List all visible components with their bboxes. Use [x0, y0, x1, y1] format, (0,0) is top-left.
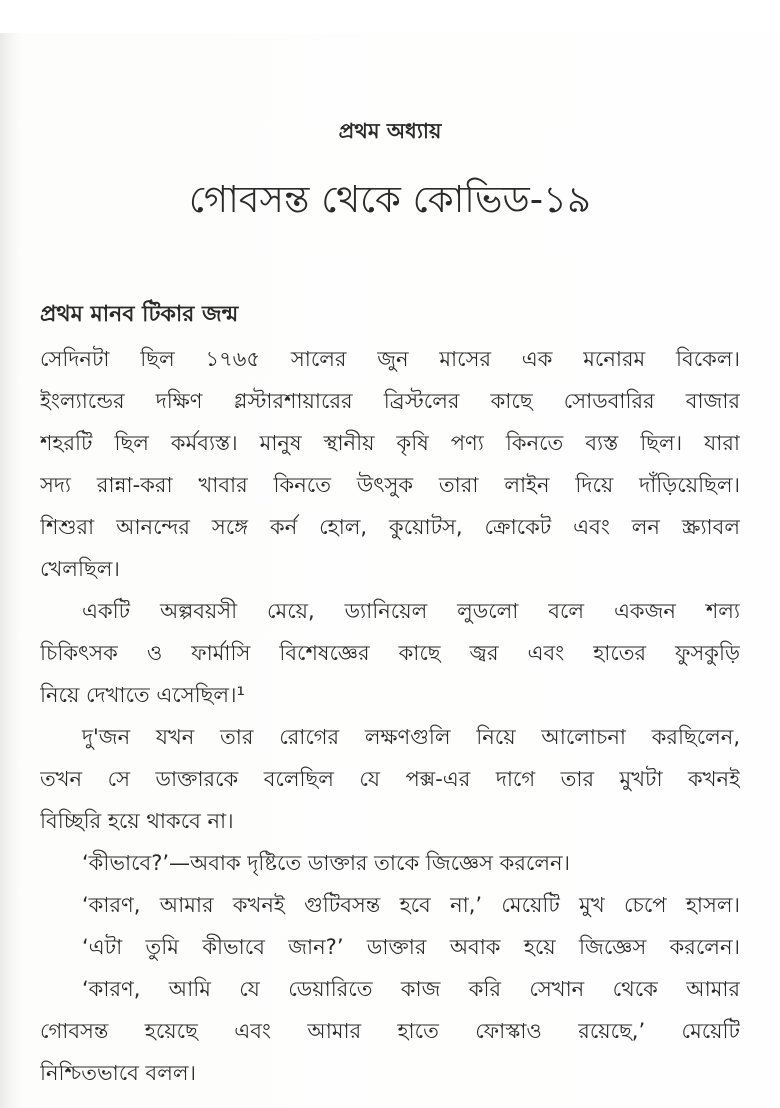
- text-line: ‘এটা তুমি কীভাবে জান?’ ডাক্তার অবাক হয়ে জিজ্ঞেস করলেন।: [82, 935, 740, 959]
- text-line: ইংল্যান্ডের দক্ষিণ গ্লস্টারশায়ারের ব্রিস্টলের কাছে সোডবারির বাজার: [40, 389, 740, 413]
- text-line: তখন সে ডাক্তারকে বলেছিল যে পক্স-এর দাগে তার মুখটা কখনই: [40, 767, 740, 791]
- text-line: ‘কারণ, আমি যে ডেয়ারিতে কাজ করি সেখান থেকে আমার: [82, 977, 740, 1001]
- body-text: [40, 338, 740, 1094]
- text-line: নিয়ে দেখাতে এসেছিল।¹: [40, 683, 245, 707]
- text-line: সদ্য রান্না-করা খাবার কিনতে উৎসুক তারা লাইন দিয়ে দাঁড়িয়েছিল।: [40, 473, 740, 497]
- text-line: চিকিৎসক ও ফার্মাসি বিশেষজ্ঞের কাছে জ্বর এবং হাতের ফুসকুড়ি: [40, 641, 740, 665]
- text-line: গোবসন্ত হয়েছে এবং আমার হাতে ফোস্কাও রয়েছে,’ মেয়েটি: [40, 1019, 740, 1043]
- text-line: সেদিনটা ছিল ১৭৬৫ সালের জুন মাসের এক মনোরম বিকেল।: [40, 347, 740, 371]
- text-line: নিশ্চিতভাবে বলল।: [40, 1061, 196, 1085]
- text-line: শহরটি ছিল কর্মব্যস্ত। মানুষ স্থানীয় কৃষি পণ্য কিনতে ব্যস্ত ছিল। যারা: [40, 431, 740, 455]
- text-line: ‘কারণ, আমার কখনই গুটিবসন্ত হবে না,’ মেয়েটি মুখ চেপে হাসল।: [82, 893, 740, 917]
- text-line: একটি অল্পবয়সী মেয়ে, ড্যানিয়েল লুডলো বলে একজন শল্য: [82, 599, 740, 623]
- section-heading: প্রথম মানব টিকার জন্ম: [40, 302, 239, 327]
- text-line: ‘কীভাবে?’—অবাক দৃষ্টিতে ডাক্তার তাকে জিজ্ঞেস করলেন।: [82, 851, 571, 875]
- text-line: বিচ্ছিরি হয়ে থাকবে না।: [40, 809, 234, 833]
- text-line: দু'জন যখন তার রোগের লক্ষণগুলি নিয়ে আলোচনা করছিলেন,: [82, 725, 740, 749]
- text-line: খেলছিল।: [40, 557, 120, 581]
- text-line: শিশুরা আনন্দের সঙ্গে কর্ন হোল, কুয়োটস, ক্রোকেট এবং লন স্ক্র্যাবল: [40, 515, 740, 539]
- chapter-label: প্রথম অধ্যায়: [338, 119, 442, 143]
- chapter-title: গোবসন্ত থেকে কোভিড-১৯: [188, 178, 592, 221]
